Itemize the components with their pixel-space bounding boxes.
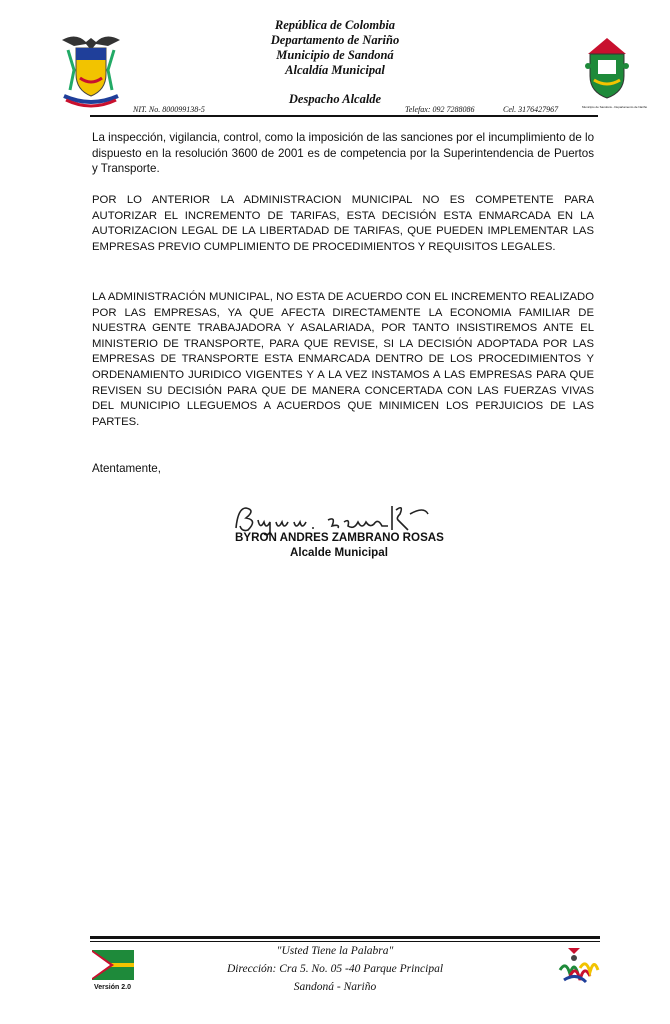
header-line-1: República de Colombia (274, 18, 396, 32)
header-office: Despacho Alcalde (288, 92, 382, 106)
footer-address: Dirección: Cra 5. No. 05 -40 Parque Principal (226, 963, 444, 975)
shield-caption: Municipio de Sandoná - Departamento de Nariño (582, 105, 648, 109)
footer-slogan: "Usted Tiene la Palabra" (276, 945, 394, 957)
paragraph-3: LA ADMINISTRACIÓN MUNICIPAL, NO ESTA DE ACUERDO CON EL INCREMENTO REALIZADO POR LAS EMPRESAS, YA QUE AFECTA DIRECTAMENTE LA ECONOMIA FAMILIAR DE NUESTRA GENTE TRABAJADORA Y ASALARIADA, POR TANTO INSISTIREMOS ANTE EL MINISTERIO DE TRANSPORTE, PARA QUE REVISE, SI LA DECISIÓN ADOPTADA POR LAS EMPRESAS DE TRANSPORTE ESTA ENMARCADA DENTRO DE LOS PROCEDIMIENTOS Y ORDENAMIENTO JURIDICO VIGENTES Y A LA VEZ INSTAMOS A LAS EMPRESAS PARA QUE REVISEN SU DECISIÓN PARA QUE DE MANERA CONCERTADA CON LAS FUERZAS VIVAS DEL MUNICIPIO LLEGUEMOS A ACUERDOS QUE MINIMICEN LOS PERJUICIOS DE LAS PARTES. (92, 291, 594, 428)
header-line-3: Municipio de Sandoná (276, 48, 394, 62)
cellphone: Cel. 3176427967 (503, 105, 559, 114)
signer-title: Alcalde Municipal (290, 546, 388, 559)
paragraph-2: POR LO ANTERIOR LA ADMINISTRACION MUNICIPAL NO ES COMPETENTE PARA AUTORIZAR EL INCREMENTO DE TARIFAS, ESTA DECISIÓN ESTA ENMARCADA EN LA AUTORIZACION LEGAL DE LA LIBERTADAD DE TARIFAS, QUE PUEDEN IMPLEMENTAR LAS EMPRESAS PREVIO CUMPLIMIENTO DE PROCEDIMIENTOS Y REQUISITOS LEGALES. (92, 194, 594, 253)
signer-name: BYRON ANDRES ZAMBRANO ROSAS (235, 531, 444, 544)
footer-city: Sandoná - Nariño (293, 981, 377, 993)
version-label: Versión 2.0 (94, 984, 131, 991)
header-line-2: Departamento de Nariño (270, 33, 400, 47)
footer-rule-bottom (90, 941, 600, 942)
footer-rule-top (90, 936, 600, 939)
header-line-4: Alcaldía Municipal (285, 63, 385, 77)
telefax: Telefax: 092 7288086 (405, 105, 475, 114)
paragraph-1: La inspección, vigilancia, control, como la imposición de las sanciones por el incumplimiento de lo dispuesto en la resolución 3600 de 2001 es de competencia por la Superintendencia de Puertos y Transporte. (92, 131, 595, 176)
nit-number: NIT. No. 800099138-5 (133, 105, 205, 114)
closing: Atentamente, (92, 462, 161, 475)
header-rule (90, 115, 598, 117)
colorful-people-logo-icon (556, 946, 600, 986)
municipal-shield-icon (582, 36, 648, 109)
